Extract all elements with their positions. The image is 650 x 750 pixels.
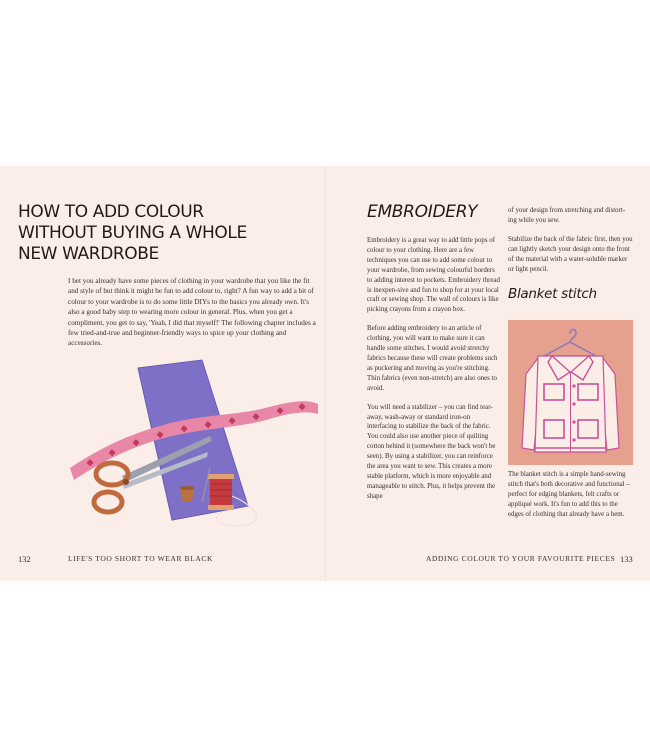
page-number-right: 133 (620, 554, 633, 564)
running-title-right: ADDING COLOUR TO YOUR FAVOURITE PIECES (426, 554, 616, 563)
chapter-title-line: HOW TO ADD COLOUR (18, 202, 204, 222)
body-paragraph: The blanket stitch is a simple hand-sewing stitch that's both decorative and functional – perfect for edging blankets, felt crafts or appliqué work. It's fun to add this to the edges of clothing that already have a hem. (508, 471, 630, 518)
body-paragraph: Before adding embroidery to an article of clothing, you will want to make sure it can handle some stitches. I would avoid stretchy fabrics because these will create problems such as puckering and moving as you're stitching. Thin fabrics (even non-stretch) are also ones to avoid. (367, 325, 498, 392)
embroidery-heading: EMBROIDERY (367, 202, 478, 222)
embroidery-column (367, 236, 500, 511)
jacket-illustration (508, 320, 633, 465)
chapter-intro: I bet you already have some pieces of clothing in your wardrobe that you like the fit and style of but think it might be fun to add colour to, right? A fun way to add a bit of colour to your wardrobe is to do some little DIYs to the basics you already own. It's also a good baby step to wearing more colour in general. Plus, when you get a compliment, you get to say, 'Yeah, I did that myself!' The following chapter includes a few tried-and-true and beginner-friendly ways to spice up your clothing and accessories. (68, 277, 316, 348)
jacket-on-hanger-icon (508, 320, 633, 465)
right-column-top (508, 206, 633, 283)
thread-spool-icon (208, 474, 234, 510)
sewing-supplies-illustration (60, 356, 322, 528)
running-title-left: LIFE'S TOO SHORT TO WEAR BLACK (68, 554, 213, 563)
body-paragraph: of your design from stretching and distort-ing while you sew. (508, 207, 626, 224)
blanket-stitch-text (508, 470, 633, 529)
chapter-title-line: WITHOUT BUYING A WHOLE (18, 223, 247, 243)
body-paragraph: You will need a stabilizer – you can find tear-away, wash-away or standard iron-on interfacing to stabilize the back of the fabric. You could also use another piece of quilting cotton behind it (somewhere the back won't be seen). By using a stabilizer, you can reinforce the area you want to sew. This creates a more stable platform, which is more enjoyable and manageable to stitch. Plus, it helps prevent the shape (367, 403, 496, 500)
thimble-icon (180, 486, 194, 502)
gutter (325, 166, 326, 581)
body-paragraph: Stabilize the back of the fabric first, then you can lightly sketch your design onto the front of the material with a water-soluble marker or light pencil. (508, 235, 633, 273)
blanket-stitch-heading: Blanket stitch (508, 286, 597, 302)
chapter-title (18, 202, 318, 265)
body-paragraph: Embroidery is a great way to add little pops of colour to your clothing. Here are a few techniques you can use to add some colour to your wardrobe, from sewing colourful borders to adding interest to pockets. Embroidery thread is inexpen-sive and fun to shop for at your local craft or sewing shop. The wall of colours is like picking crayons from a crayon box. (367, 237, 500, 314)
page-number-left: 132 (18, 554, 31, 564)
book-spread (0, 166, 650, 581)
chapter-title-line: NEW WARDROBE (18, 244, 159, 264)
